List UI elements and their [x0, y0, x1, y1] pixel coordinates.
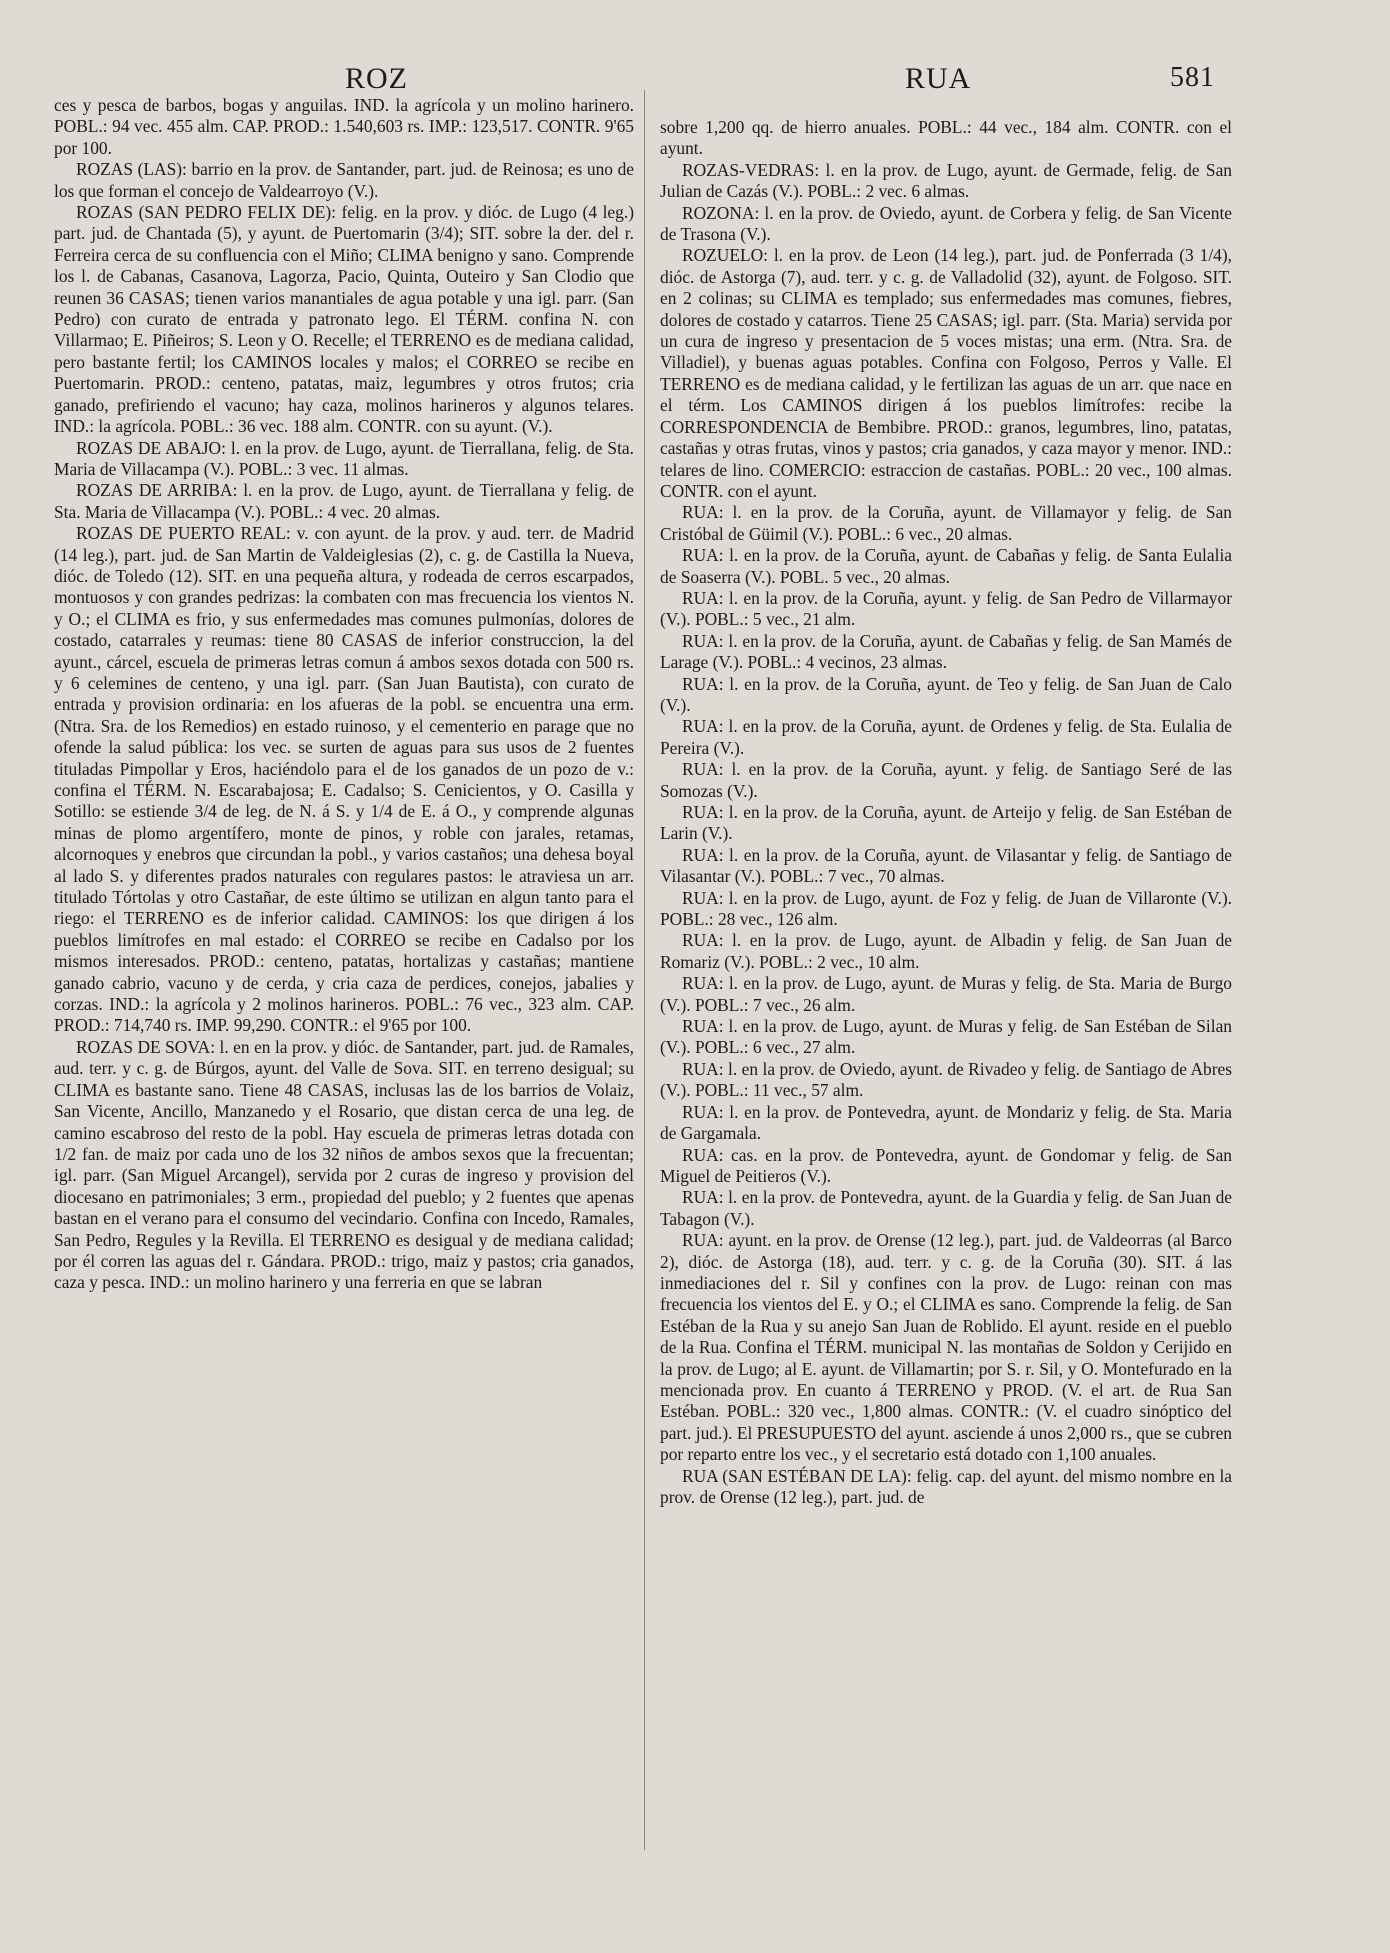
entry-paragraph: RUA: l. en la prov. de Pontevedra, ayunt. de Mondariz y felig. de Sta. Maria de Gargamala.: [660, 1101, 1232, 1144]
entry-paragraph: sobre 1,200 qq. de hierro anuales. POBL.: 44 vec., 184 alm. CONTR. con el ayunt.: [660, 117, 1232, 159]
left-column: [54, 95, 634, 1294]
entry-paragraph: RUA: l. en la prov. de Lugo, ayunt. de Muras y felig. de San Estéban de Silan (V.). POBL.: 6 vec., 27 alm.: [660, 1016, 1232, 1058]
entry-paragraph: ROZAS DE ABAJO: l. en la prov. de Lugo, ayunt. de Tierrallana, felig. de Sta. Maria de Villacampa (V.). POBL.: 3 vec. 11 almas.: [54, 437, 634, 479]
entry-paragraph: RUA: l. en la prov. de la Coruña, ayunt. de Cabañas y felig. de Santa Eulalia de Soaserra (V.). POBL. 5 vec., 20 almas.: [660, 545, 1232, 587]
entry-paragraph: ROZAS DE SOVA: l. en en la prov. y dióc. de Santander, part. jud. de Ramales, aud. terr. y c. g. de Búrgos, ayunt. del Valle de Sova. SIT. en terreno desigual; su CLIMA es bastante sano. Tiene 48 CASAS, inclusas las de los barrios de Volaiz, San Vicente, Ancillo, Manzanedo y el Rosario, que distan cerca de una leg. de camino escabroso del resto de la pobl. Hay escuela de primeras letras dotada con 1/2 fan. de maiz por cada uno de los 32 niños de ambos sexos que la frecuentan; igl. parr. (San Miguel Arcangel), servida por 2 curas de ingreso y provision del diocesano en patrimoniales; 3 erm., propiedad del pueblo; y 2 fuentes que apenas bastan en el verano para el consumo del vecindario. Confina con Incedo, Ramales, San Pedro, Regules y la Revilla. El TERRENO es desigual y de mediana calidad; por él corren las aguas del r. Gándara. PROD.: trigo, maiz y pastos; cria ganados, caza y pesca. IND.: un molino harinero y una ferreria en que se labran: [54, 1036, 634, 1293]
entry-paragraph: RUA: l. en la prov. de la Coruña, ayunt. y felig. de Santiago Seré de las Somozas (V.).: [660, 759, 1232, 801]
entry-paragraph: RUA: l. en la prov. de Oviedo, ayunt. de Rivadeo y felig. de Santiago de Abres (V.). POBL.: 11 vec., 57 alm.: [660, 1058, 1232, 1101]
entry-paragraph: RUA: l. en la prov. de Lugo, ayunt. de Muras y felig. de Sta. Maria de Burgo (V.). POBL.: 7 vec., 26 alm.: [660, 973, 1232, 1015]
entry-paragraph: RUA: l. en la prov. de la Coruña, ayunt. de Teo y felig. de San Juan de Calo (V.).: [660, 673, 1232, 715]
page-number: 581: [1170, 62, 1215, 93]
entry-paragraph: ROZAS (LAS): barrio en la prov. de Santander, part. jud. de Reinosa; es uno de los que forman el concejo de Valdearroyo (V.).: [54, 159, 634, 201]
entry-paragraph: RUA: l. en la prov. de la Coruña, ayunt. y felig. de San Pedro de Villarmayor (V.). POBL.: 5 vec., 21 alm.: [660, 587, 1232, 630]
entry-paragraph: ROZAS (SAN PEDRO FELIX DE): felig. en la prov. y dióc. de Lugo (4 leg.) part. jud. de Chantada (5), y ayunt. de Puertomarin (3/4); SIT. sobre la der. del r. Ferreira cerca de su confluencia con el Miño; CLIMA benigno y sano. Comprende los l. de Cabanas, Casanova, Lagorza, Pacio, Quinta, Outeiro y San Clodio que reunen 36 CASAS; tienen varios manantiales de agua potable y una igl. parr. (San Pedro) con curato de entrada y patronato lego. El TÉRM. confina N. con Villarmao; E. Piñeiros; S. Leon y O. Recelle; el TERRENO es de mediana calidad, pero bastante fertil; los CAMINOS locales y malos; el CORREO se recibe en Puertomarin. PROD.: centeno, patatas, maiz, legumbres y otros frutos; cria ganado, prefiriendo el vacuno; hay caza, molinos harineros y algunos telares. IND.: la agrícola. POBL.: 36 vec. 188 alm. CONTR. con su ayunt. (V.).: [54, 202, 634, 437]
running-head-left: ROZ: [345, 62, 408, 95]
entry-paragraph: RUA: cas. en la prov. de Pontevedra, ayunt. de Gondomar y felig. de San Miguel de Peitieros (V.).: [660, 1144, 1232, 1186]
entry-paragraph: ROZAS DE ARRIBA: l. en la prov. de Lugo, ayunt. de Tierrallana y felig. de Sta. Maria de Villacampa (V.). POBL.: 4 vec. 20 almas.: [54, 480, 634, 522]
entry-paragraph: RUA: l. en la prov. de Pontevedra, ayunt. de la Guardia y felig. de San Juan de Tabagon (V.).: [660, 1187, 1232, 1229]
entry-paragraph: ROZAS DE PUERTO REAL: v. con ayunt. de la prov. y aud. terr. de Madrid (14 leg.), part. jud. de San Martin de Valdeiglesias (2), c. g. de Castilla la Nueva, dióc. de Toledo (12). SIT. en una pequeña altura, y rodeada de cerros escarpados, montuosos y con grandes pedrizas: la combaten con mas frecuencia los vientos N. y O.; el CLIMA es frio, y sus enfermedades mas comunes pulmonías, dolores de costado, catarrales y reumas: tiene 80 CASAS de inferior construccion, la del ayunt., cárcel, escuela de primeras letras comun á ambos sexos dotada con 500 rs. y 6 celemines de centeno, y una igl. parr. (San Juan Bautista), con curato de entrada y provision ordinaria: en los afueras de la pobl. se encuentra una erm. (Ntra. Sra. de los Remedios) en estado ruinoso, y el cementerio en parage que no ofende la salud pública: los vec. se surten de aguas para sus usos de 2 fuentes tituladas Pimpollar y Eros, haciéndolo para el de los ganados de un pozo de v.: confina el TÉRM. N. Escarabajosa; E. Cadalso; S. Cenicientos, y O. Casilla y Sotillo: se estiende 3/4 de leg. de N. á S. y 1/4 de E. á O., y comprende algunas minas de plomo argentífero, monte de pinos, y roble con jarales, retamas, alcornoques y enebros que circundan la pobl., y varios castaños; una dehesa boyal al lado S. y diferentes prados naturales con regulares pastos: le atraviesa un arr. titulado Tórtolas y otro Castañar, de este último se utilizan en algun tanto para el riego: el TERRENO es de inferior calidad. CAMINOS: los que dirigen á los pueblos limítrofes en mal estado: el CORREO se recibe en Cadalso por los mismos interesados. PROD.: centeno, patatas, hortalizas y castañas; mantiene ganado cabrio, vacuno y de cerda, y cria caza de perdices, conejos, jabalies y corzas. IND.: la agrícola y 2 molinos harineros. POBL.: 76 vec., 323 alm. CAP. PROD.: 714,740 rs. IMP. 99,290. CONTR.: el 9'65 por 100.: [54, 523, 634, 1036]
entry-paragraph: RUA: l. en la prov. de la Coruña, ayunt. de Villamayor y felig. de San Cristóbal de Güimil (V.). POBL.: 6 vec., 20 almas.: [660, 502, 1232, 544]
right-column: [660, 117, 1232, 1508]
entry-paragraph: RUA: l. en la prov. de la Coruña, ayunt. de Cabañas y felig. de San Mamés de Larage (V.). POBL.: 4 vecinos, 23 almas.: [660, 630, 1232, 673]
column-divider: [644, 90, 645, 1850]
entry-paragraph: ROZAS-VEDRAS: l. en la prov. de Lugo, ayunt. de Germade, felig. de San Julian de Cazás (V.). POBL.: 2 vec. 6 almas.: [660, 159, 1232, 202]
entry-paragraph: RUA (SAN ESTÉBAN DE LA): felig. cap. del ayunt. del mismo nombre en la prov. de Orense (12 leg.), part. jud. de: [660, 1465, 1232, 1507]
running-head-center: RUA: [905, 62, 972, 95]
entry-paragraph: ROZONA: l. en la prov. de Oviedo, ayunt. de Corbera y felig. de San Vicente de Trasona (V.).: [660, 202, 1232, 245]
entry-paragraph: RUA: l. en la prov. de Lugo, ayunt. de Foz y felig. de Juan de Villaronte (V.). POBL.: 28 vec., 126 alm.: [660, 887, 1232, 930]
entry-paragraph: RUA: l. en la prov. de Lugo, ayunt. de Albadin y felig. de San Juan de Romariz (V.). POBL.: 2 vec., 10 alm.: [660, 930, 1232, 972]
entry-paragraph: RUA: l. en la prov. de la Coruña, ayunt. de Vilasantar y felig. de Santiago de Vilasantar (V.). POBL.: 7 vec., 70 almas.: [660, 844, 1232, 887]
entry-paragraph: ROZUELO: l. en la prov. de Leon (14 leg.), part. jud. de Ponferrada (3 1/4), dióc. de Astorga (7), aud. terr. y c. g. de Valladolid (32), ayunt. de Folgoso. SIT. en 2 colinas; su CLIMA es templado; sus enfermedades mas comunes, fiebres, dolores de costado y catarros. Tiene 25 CASAS; igl. parr. (Sta. Maria) servida por un cura de ingreso y presentacion de 5 voces mistas; una erm. (Ntra. Sra. de Villadiel), y buenas aguas potables. Confina con Folgoso, Perros y Valle. El TERRENO es de mediana calidad, y le fertilizan las aguas de un arr. que nace en el térm. Los CAMINOS dirigen á los pueblos limítrofes: recibe la CORRESPONDENCIA de Bembibre. PROD.: granos, legumbres, lino, patatas, castañas y otras frutas, vinos y pastos; cria ganados, y caza mayor y menor. IND.: telares de lino. COMERCIO: estraccion de castañas. POBL.: 20 vec., 100 almas. CONTR. con el ayunt.: [660, 245, 1232, 501]
entry-paragraph: ces y pesca de barbos, bogas y anguilas. IND. la agrícola y un molino harinero. POBL.: 94 vec. 455 alm. CAP. PROD.: 1.540,603 rs. IMP.: 123,517. CONTR. 9'65 por 100.: [54, 95, 634, 158]
entry-paragraph: RUA: l. en la prov. de la Coruña, ayunt. de Ordenes y felig. de Sta. Eulalia de Pereira (V.).: [660, 716, 1232, 758]
entry-paragraph: RUA: l. en la prov. de la Coruña, ayunt. de Arteijo y felig. de San Estéban de Larin (V.).: [660, 802, 1232, 844]
entry-paragraph: RUA: ayunt. en la prov. de Orense (12 leg.), part. jud. de Valdeorras (al Barco 2), dióc. de Astorga (18), aud. terr. y c. g. de la Coruña (30). SIT. á las inmediaciones del r. Sil y confines con la prov. de Lugo: reinan con mas frecuencia los vientos del E. y O.; el CLIMA es sano. Comprende la felig. de San Estéban de la Rua y su anejo San Juan de Roblido. El ayunt. reside en el pueblo de la Rua. Confina el TÉRM. municipal N. las montañas de Soldon y Cerijido en la prov. de Lugo; al E. ayunt. de Villamartin; por S. r. Sil, y O. Montefurado en la mencionada prov. En cuanto á TERRENO y PROD. (V. el art. de Rua San Estéban. POBL.: 320 vec., 1,800 almas. CONTR.: (V. el cuadro sinóptico del part. jud.). El PRESUPUESTO del ayunt. asciende á unos 2,000 rs., que se cubren por reparto entre los vec., y el secretario está dotado con 1,100 anuales.: [660, 1230, 1232, 1465]
